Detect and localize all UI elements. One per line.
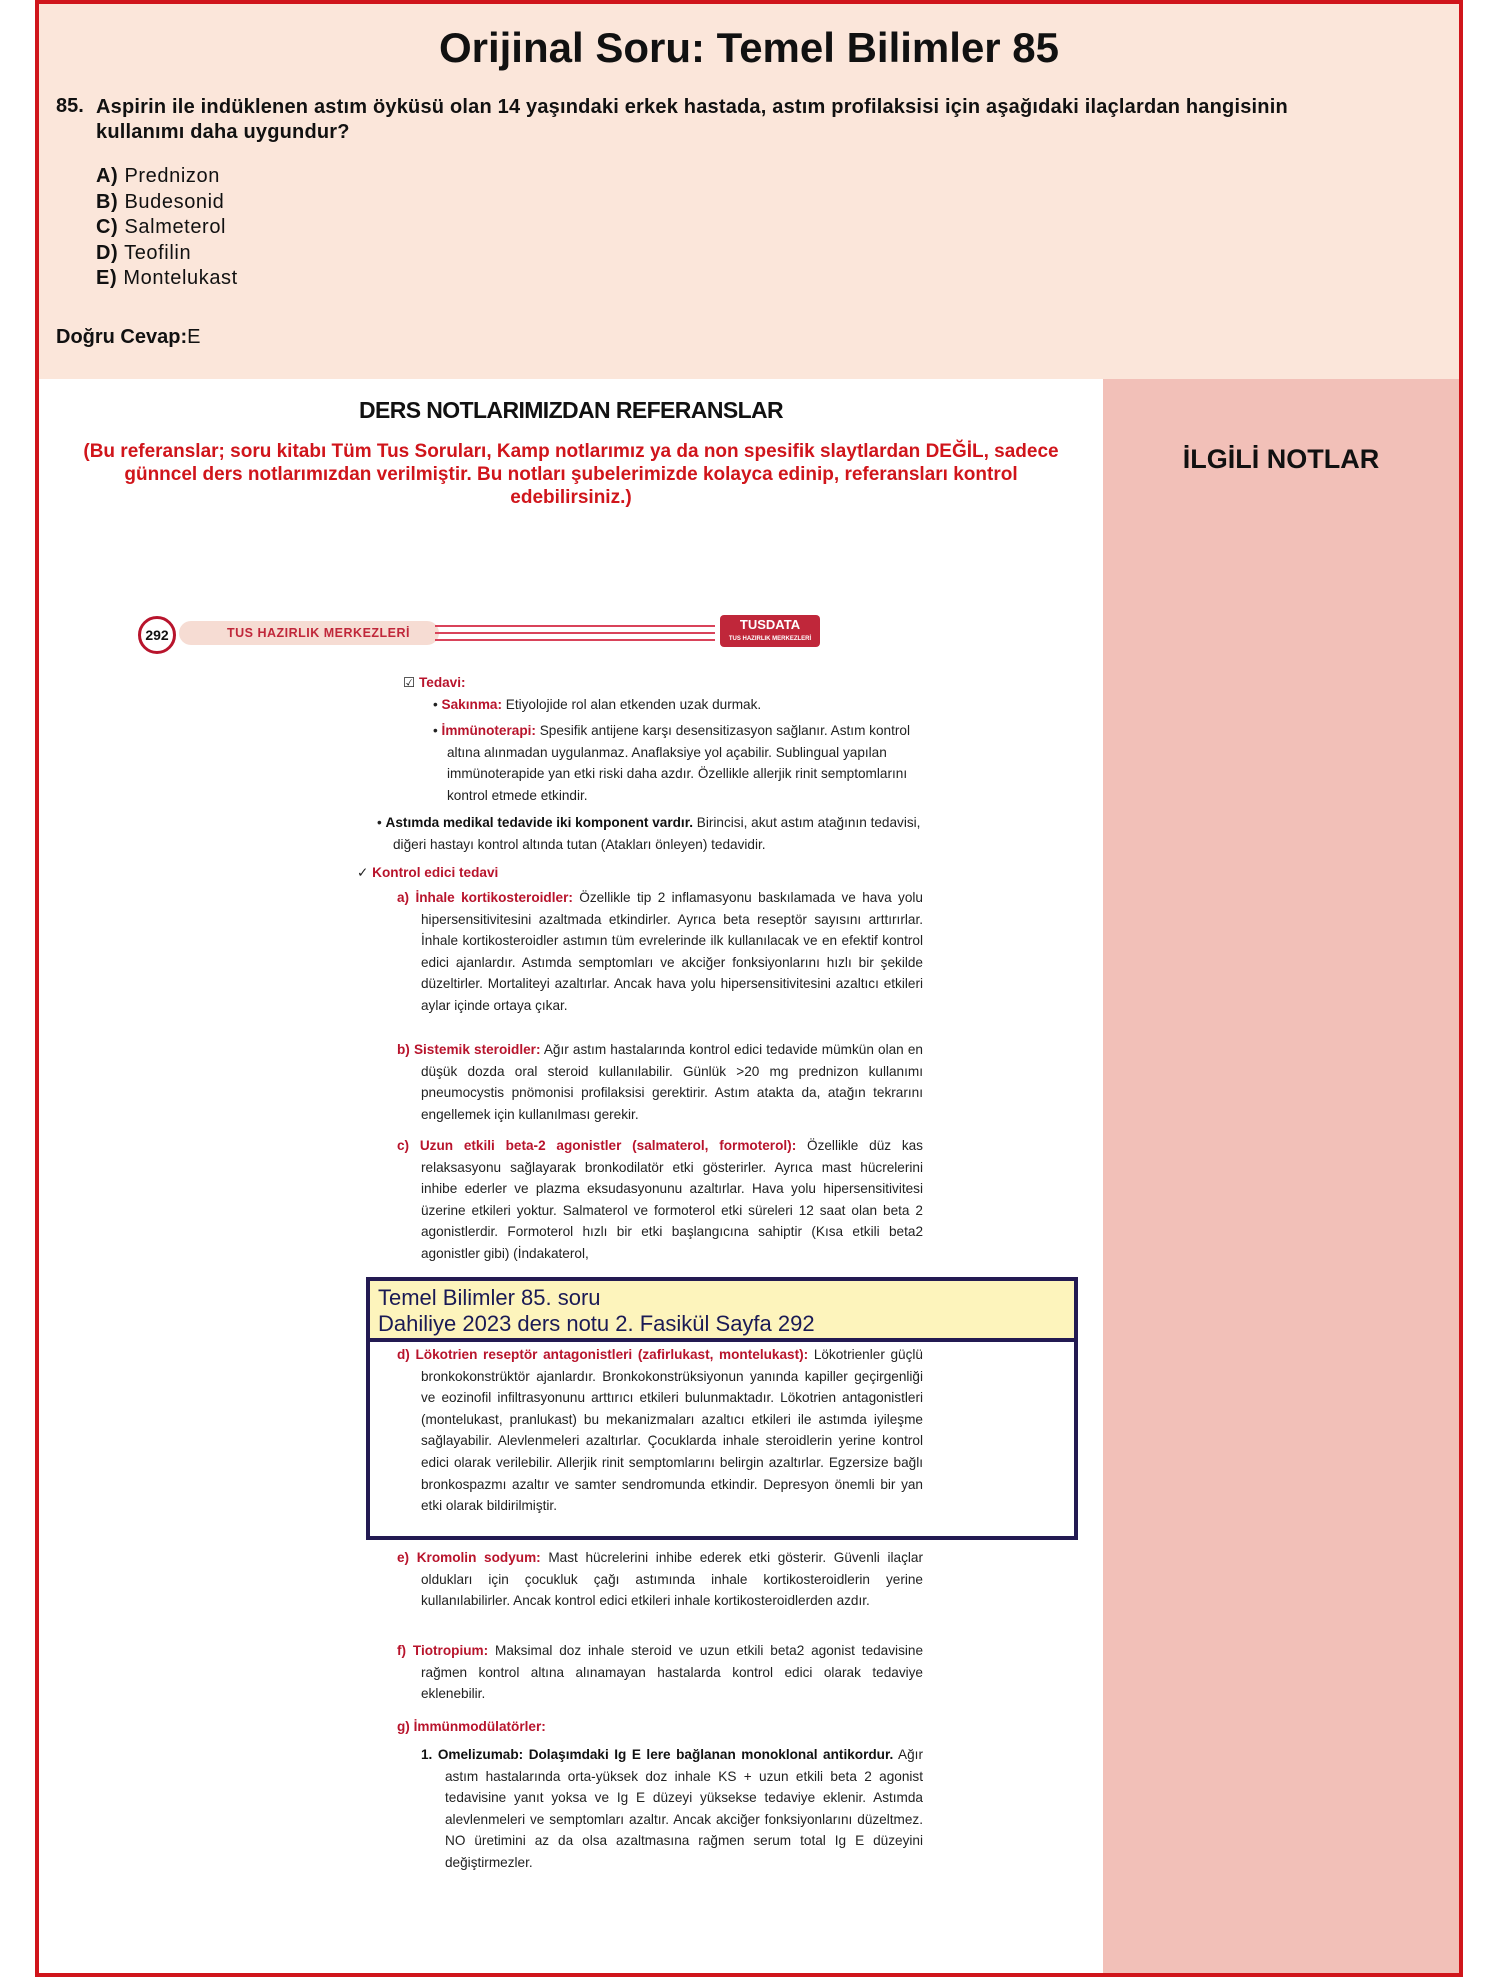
- item-e-kromolin: e) Kromolin sodyum: Mast hücrelerini inhibe ederek etki gösterir. Güvenli ilaçlar oldukları için çocukluk çağı astımında inhale kortikosteroidlerin yerine kullanılabilirler. Ancak kontrol edici etkileri inhale kortikosteroidlerden azdır.: [397, 1550, 923, 1609]
- item-g-immunmodulator: g) İmmünmodülatörler:: [397, 1719, 546, 1734]
- scan-header-lines: [435, 625, 715, 641]
- option-a: A) Prednizon: [96, 165, 220, 187]
- item-d-lokotrien: d) Lökotrien reseptör antagonistleri (zafirlukast, montelukast): Lökotrienler güçlü bronkokonstrüktör ajanlardır. Bronkokonstrüksiyonun yanında kapiller geçirgenliği ve eozinofil infiltrasyonunu arttırıcı etkileri bulunmaktadır. Lökotrien antagonistleri (montelukast, pranlukast) bu mekanizmaları azaltıcı etkileri ile astımda iyileşme sağlayabilir. Alevlenmeleri azaltırlar. Çocuklarda inhale steroidlerin yerine kontrol edici olarak verilebilir. Allerjik rinit semptomlarını belirgin azaltırlar. Egzersize bağlı bronkospazmı azaltır ve samter sendromunda etkindir. Depresyon önemli bir yan etki olarak bildirilmiştir.: [397, 1347, 923, 1514]
- question-number: 85.: [56, 95, 84, 117]
- check-icon: ✓: [357, 865, 369, 880]
- option-d: D) Teofilin: [96, 241, 192, 264]
- item-c-laba: c) Uzun etkili beta-2 agonistler (salmaterol, formoterol): Özellikle düz kas relaksasyonu sağlayarak bronkodilatör etki gösterirler. Ayrıca mast hücrelerini inhibe ederler ve plazma eksudasyonunu azaltırlar. Hava yolu hipersensitivitesi üzerine etkileri yoktur. Salmaterol ve formoterol etki süreleri 12 saat olan beta 2 agonistlerdir. Formoterol hızlı bir etki başlangıcına sahiptir (Kısa etkili beta2 agonistler gibi) (İndakaterol,: [397, 1138, 923, 1261]
- scan-page-number: 292: [138, 616, 176, 654]
- question-panel: [39, 4, 1459, 379]
- answer-options: [96, 164, 238, 292]
- immunoterapi-item: • İmmünoterapi: Spesifik antijene karşı desensitizasyon sağlanır. Astım kontrol altına alınmadan uygulanmaz. Anaflaksiye yol açabilir. Sublingual yapılan immünoterapide yan etki riski daha azdır. Özellikle allerjik rinit semptomlarını kontrol etmede etkindir.: [433, 723, 910, 803]
- scan-header: [135, 607, 1015, 657]
- sakinma-item: • Sakınma: Etiyolojide rol alan etkenden uzak durmak.: [433, 697, 762, 712]
- reference-line-1: Temel Bilimler 85. soru: [378, 1285, 601, 1310]
- item-g1-omelizumab: 1. Omelizumab: Dolaşımdaki Ig E lere bağlanan monoklonal antikordur. Ağır astım hastalarında orta-yüksek doz inhale KS + uzun etkili beta 2 agonist tedavisine yanıt yoksa ve Ig E düzeyi yüksekse tedaviye eklenir. Astımda alevlenmeleri ve semptomları azaltır. Ancak akciğer fonksiyonlarını düzeltmez. NO üretimini az da olsa azaltmasına rağmen serum total Ig E düzeyini değiştirmezler.: [421, 1747, 923, 1870]
- scanned-note-page: [135, 607, 1015, 1887]
- option-e: E) Montelukast: [96, 267, 238, 289]
- checkbox-icon: ☑: [403, 675, 416, 690]
- tedavi-section: ☑ Tedavi:: [403, 675, 466, 690]
- references-note: (Bu referanslar; soru kitabı Tüm Tus Soruları, Kamp notlarımız ya da non spesifik slaytlardan DEĞİL, sadece günncel ders notlarımızdan verilmiştir. Bu notları şubelerimizde kolayca edinip, referansları kontrol edebilirsiniz.): [83, 441, 1059, 508]
- option-b: B) Budesonid: [96, 190, 225, 213]
- scan-band: TUS HAZIRLIK MERKEZLERİ: [179, 621, 439, 645]
- question-text: Aspirin ile indüklenen astım öyküsü olan 14 yaşındaki erkek hastada, astım profilaksisi için aşağıdaki ilaçlardan hangisinin kullanımı daha uygundur?: [96, 96, 1288, 143]
- correct-answer: Doğru Cevap:E: [56, 326, 201, 348]
- page-title: Orijinal Soru: Temel Bilimler 85: [438, 24, 1060, 71]
- kontrol-edici-title: ✓ Kontrol edici tedavi: [357, 865, 499, 880]
- option-c: C) Salmeterol: [96, 216, 227, 238]
- tusdata-logo: TUSDATA TUS HAZIRLIK MERKEZLERİ: [720, 615, 820, 647]
- item-b-sistemik: b) Sistemik steroidler: Ağır astım hastalarında kontrol edici tedavide mümkün olan en düşük dozda oral steroid kullanılabilir. Günlük >20 mg prednizon kullanımı pneumocystis pnömonisi profilaksisi gerektirir. Astım atakta da, atağın tekrarını engellemek için kullanılması gerekir.: [397, 1042, 923, 1122]
- reference-line-2: Dahiliye 2023 ders notu 2. Fasikül Sayfa 292: [378, 1311, 815, 1336]
- page-frame: [35, 0, 1463, 1977]
- related-notes-panel: [1103, 379, 1459, 1977]
- item-a-inhale: a) İnhale kortikosteroidler: Özellikle tip 2 inflamasyonu baskılamada ve hava yolu hipersensitivitesini azaltmada etkindirler. Ayrıca beta reseptör sayısını arttırırlar. İnhale kortikosteroidler astımın tüm evrelerinde ilk kullanılacak ve en efektif kontrol edici ajanlardır. Astımda semptomları ve akciğer fonksiyonlarını hızlı bir şekilde düzeltirler. Mortaliteyi azaltırlar. Ancak hava yolu hipersensitivitesini azaltıcı etkileri aylar içinde ortaya çıkar.: [397, 890, 923, 1013]
- medikal-tedavi-item: • Astımda medikal tedavide iki komponent vardır. Birincisi, akut astım atağının tedavisi, diğeri hastayı kontrol altında tutan (Atakları önleyen) tedavidir.: [377, 815, 921, 852]
- related-notes-title: İLGİLİ NOTLAR: [1182, 444, 1380, 474]
- reference-label: [370, 1281, 1074, 1342]
- item-f-tiotropium: f) Tiotropium: Maksimal doz inhale steroid ve uzun etkili beta2 agonist tedavisine rağmen kontrol altına alınamayan hastalarda kontrol edici olarak tedaviye eklenebilir.: [397, 1643, 924, 1702]
- references-title: DERS NOTLARIMIZDAN REFERANSLAR: [358, 397, 784, 423]
